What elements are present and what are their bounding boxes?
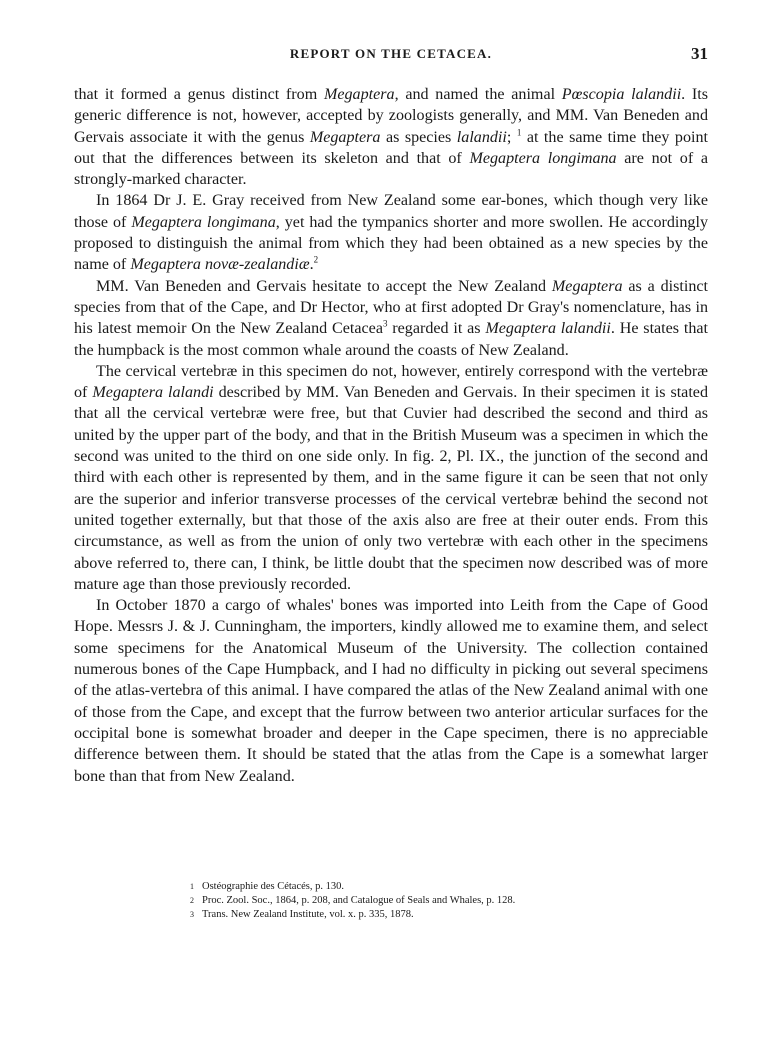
footnote-mark: 1 [190,882,194,891]
footnote-mark: 3 [190,910,194,919]
text-run: that it formed a genus distinct from [74,86,324,103]
text-run: . [309,256,314,274]
text-run: as a distinct species from that of the Cape, and Dr Hector, who at first adopted Dr Gray's nomenclature, has in his latest memoir On the New Zealand Cetacea [74,277,708,338]
paragraph [74,361,708,595]
paragraph [74,276,708,361]
taxon-name: Megaptera [551,277,623,295]
text-run: as species [380,128,457,146]
footnote-ref: 2 [313,255,319,266]
taxon-name: Megaptera [309,128,381,146]
footnote-ref: 1 [516,127,522,138]
taxon-name: Megaptera lalandi [92,384,214,402]
footnote-text: Proc. Zool. Soc., 1864, p. 208, and Catalogue of Seals and Whales, p. 128. [202,895,516,906]
footnote-ref: 3 [382,318,388,329]
paragraph [74,84,708,190]
taxon-name: Megaptera [323,86,395,103]
footnote [190,894,710,908]
running-head: REPORT ON THE CETACEA. [289,46,493,61]
text-run: described by MM. Van Beneden and Gervais. In their specimen it is stated that all the cervical vertebræ were free, but that Cuvier had described the second and third as united by the upper part of the body, and that in the British Museum was a specimen in which the second was united to the third on one side only. In fig. 2, Pl. IX., the junction of the second and third with each other is represented by them, and in the same figure it can be seen that not only are the superior and inferior transverse processes of the cervical vertebræ behind the second not united together externally, but that those of the axis also are free at their outer ends. From this circumstance, as well as from the union of only two vertebræ with each other in the specimens above referred to, there can, I think, be little doubt that the specimen now described was of more mature age than those previously recorded. [74,384,708,593]
text-run: MM. Van Beneden and Gervais hesitate to accept the New Zealand [96,277,552,295]
taxon-name: Pœscopia lalandii [561,86,682,103]
footnote [190,880,710,894]
taxon-name: Megaptera lalandii [485,320,611,338]
text-run: at the same time they point out that the differences between its skeleton and that of [74,128,709,167]
footnote-mark: 2 [190,896,194,905]
footnote-text: Ostéographie des Cétacés, p. 130. [202,881,345,892]
text-run: . He states that the humpback is the most common whale around the coasts of New Zealand. [74,320,709,359]
text-run: are not of a strongly-marked character. [74,149,709,189]
body-text [74,84,708,787]
footnote [190,908,710,922]
paragraph [74,595,708,787]
paragraph [74,190,708,275]
text-run: ; [506,128,517,146]
text-run: . Its generic difference is not, however, accepted by zoologists generally, and MM. Van Beneden and Gervais associate it with the genus [74,86,709,146]
footnotes [190,880,710,922]
taxon-name: Megaptera longimana [469,149,617,167]
taxon-name: Megaptera novæ-zealandiæ [130,256,310,274]
taxon-name: Megaptera longimana [131,213,276,231]
footnote-text: Trans. New Zealand Institute, vol. x. p. 335, 1878. [202,909,414,920]
text-run: , yet had the tympanics shorter and more swollen. He accordingly proposed to distinguish the animal from which they had been obtained as a new species by the name of [74,213,708,274]
taxon-name: lalandii [456,128,507,146]
text-run: In 1864 Dr J. E. Gray received from New Zealand some ear-bones, which though very like those of [74,192,708,231]
text-run: regarded it as [387,320,486,338]
page-number: 31 [691,44,708,63]
page-header [74,44,708,66]
text-run: , and named the animal [394,86,562,103]
text-run: The cervical vertebræ in this specimen do not, however, entirely correspond with the vertebræ of [74,362,708,402]
text-run: In October 1870 a cargo of whales' bones was imported into Leith from the Cape of Good Hope. Messrs J. & J. Cunningham, the importers, kindly allowed me to examine them, and select some specimens for the Anatomical Museum of the University. The collection contained numerous bones of the Cape Humpback, and I had no difficulty in picking out several specimens of the atlas-vertebra of this animal. I have compared the atlas of the New Zealand animal with one of those from the Cape, and except that the furrow between two anterior articular surfaces for the occipital bone is somewhat broader and deeper in the Cape specimen, there is no appreciable difference between them. It should be stated that the atlas from the Cape is a somewhat larger bone than that from New Zealand. [74,597,708,785]
